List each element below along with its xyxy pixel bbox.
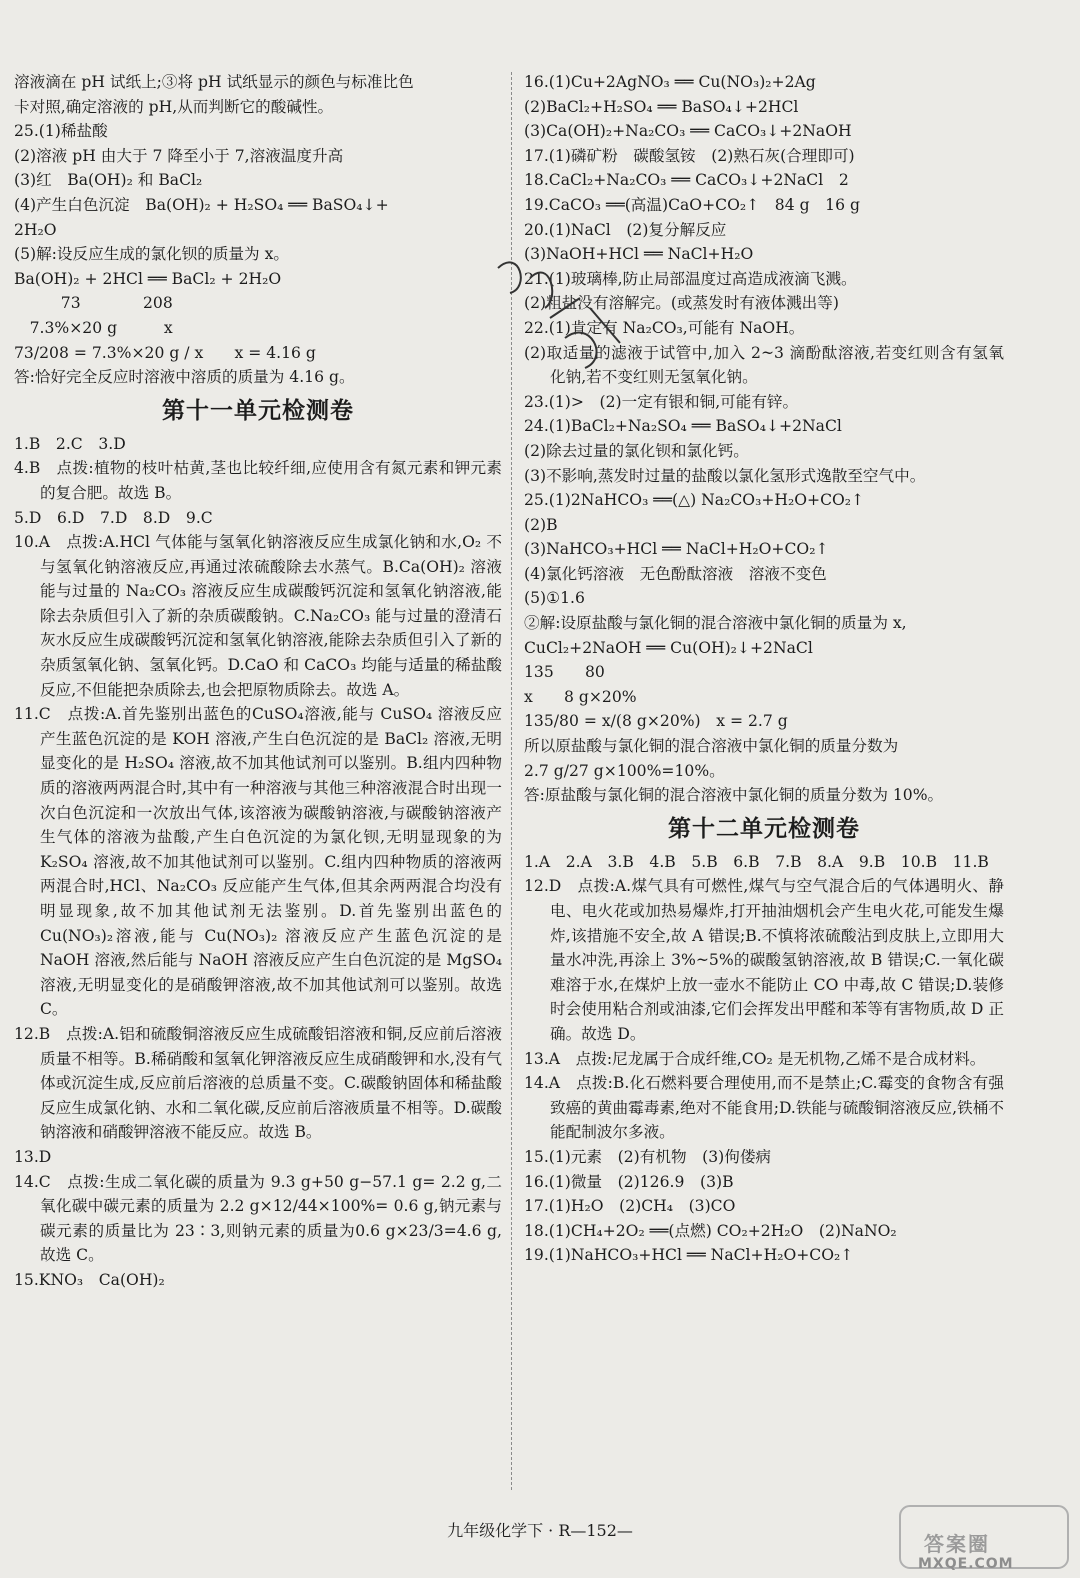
answer-line: (4)氯化钙溶液 无色酚酞溶液 溶液不变色 [524, 564, 827, 583]
answer-line: (2)溶液 pH 由大于 7 降至小于 7,溶液温度升高 [14, 146, 344, 165]
watermark-text: 答案圈 [924, 1532, 990, 1556]
answer-line: 2H₂O [14, 220, 57, 239]
answer-line: (5)①1.6 [524, 589, 585, 608]
answer-line: 14.A 点拨:B.化石燃料要合理使用,而不是禁止;C.霉变的食物含有强致癌的黄曲霉毒素,绝对不能食用;D.铁能与硫酸铜溶液反应,铁桶不能配制波尔多液。 [524, 1074, 1004, 1142]
answer-line: 所以原盐酸与氯化铜的混合溶液中氯化铜的质量分数为 [524, 737, 899, 756]
answer-line: 溶液滴在 pH 试纸上;③将 pH 试纸显示的颜色与标准比色 [14, 73, 414, 91]
answer-line: 23.(1)> (2)一定有银和铜,可能有锌。 [524, 392, 799, 411]
answer-line: 17.(1)H₂O (2)CH₄ (3)CO [524, 1197, 736, 1216]
answer-line: 13.A 点拨:尼龙属于合成纤维,CO₂ 是无机物,乙烯不是合成材料。 [524, 1049, 986, 1068]
answer-line: (2)取适量的滤液于试管中,加入 2~3 滴酚酞溶液,若变红则含有氢氧化钠,若不变红则无氢氧化钠。 [524, 343, 1004, 387]
answer-line: CuCl₂+2NaOH ══ Cu(OH)₂↓+2NaCl [524, 638, 813, 657]
answer-line: (3)Ca(OH)₂+Na₂CO₃ ══ CaCO₃↓+2NaOH [524, 122, 852, 141]
answer-line: 14.C 点拨:生成二氧化碳的质量为 9.3 g+50 g−57.1 g= 2.2 g,二氧化碳中碳元素的质量为 2.2 g×12/44×100%= 0.6 g,钠元素与碳元素的质量比为 23∶3,则钠元素的质量为0.6 g×23/3=4.6 g,故选 C。 [14, 1172, 502, 1265]
right-answers-top [524, 70, 1004, 808]
answer-line: (2)BaCl₂+H₂SO₄ ══ BaSO₄↓+2HCl [524, 97, 799, 116]
answer-line: 24.(1)BaCl₂+Na₂SO₄ ══ BaSO₄↓+2NaCl [524, 417, 842, 436]
answer-line: 7.3%×20 g x [14, 318, 173, 337]
unit12-heading: 第十二单元检测卷 [668, 815, 860, 842]
answer-line: ②解:设原盐酸与氯化铜的混合溶液中氯化铜的质量为 x, [524, 614, 907, 633]
answer-line: 12.B 点拨:A.铝和硫酸铜溶液反应生成硫酸铝溶液和铜,反应前后溶液质量不相等。B.稀硝酸和氢氧化钾溶液反应生成硝酸钾和水,没有气体或沉淀生成,反应前后溶液的总质量不变。C.碳酸钠固体和稀盐酸反应生成氯化钠、水和二氧化碳,反应前后溶液质量不相等。D.碳酸钠溶液和硝酸钾溶液不能反应。故选 B。 [14, 1024, 502, 1142]
answer-line: (3)NaOH+HCl ══ NaCl+H₂O [524, 245, 754, 264]
answer-line: 12.D 点拨:A.煤气具有可燃性,煤气与空气混合后的气体遇明火、静电、电火花或加热易爆炸,打开抽油烟机会产生电火花,可能发生爆炸,该措施不安全,故 A 错误;B.不慎将浓硫酸沾到皮肤上,立即用大量水冲洗,再涂上 3%~5%的碳酸氢钠溶液,故 B 错误;C.一氧化碳难溶于水,在煤炉上放一壶水不能防止 CO 中毒,故 C 错误;D.装修时会使用粘合剂或油漆,它们会挥发出甲醛和苯等有害物质,故 D 正确。故选 D。 [524, 877, 1004, 1043]
answer-line: 1.B 2.C 3.D [14, 434, 126, 453]
answer-line: 5.D 6.D 7.D 8.D 9.C [14, 508, 213, 527]
answer-line: 15.(1)元素 (2)有机物 (3)佝偻病 [524, 1147, 772, 1166]
answer-line: 卡对照,确定溶液的 pH,从而判断它的酸碱性。 [14, 97, 334, 116]
answer-line: 25.(1)2NaHCO₃ ══(△) Na₂CO₃+H₂O+CO₂↑ [524, 491, 865, 510]
answer-line: 22.(1)肯定有 Na₂CO₃,可能有 NaOH。 [524, 318, 805, 337]
left-column [14, 70, 502, 1293]
answer-line: 2.7 g/27 g×100%=10%。 [524, 761, 725, 780]
page-footer: 九年级化学下 · R—152— [447, 1521, 633, 1540]
answer-line: 10.A 点拨:A.HCl 气体能与氢氧化钠溶液反应生成氯化钠和水,O₂ 不与氢氧化钠溶液反应,再通过浓硫酸除去水蒸气。B.Ca(OH)₂ 溶液能与过量的 Na₂CO₃ 溶液反应生成碳酸钙沉淀和氢氧化钠溶液,能除去杂质但引入了新的杂质碳酸钠。C.Na₂CO₃ 能与过量的澄清石灰水反应生成碳酸钙沉淀和氢氧化钠溶液,能除去杂质但引入了新的杂质氢氧化钠、氢氧化钙。D.CaO 和 CaCO₃ 均能与适量的稀盐酸反应,不但能把杂质除去,也会把原物质除去。故选 A。 [14, 533, 502, 699]
answer-line: (3)红 Ba(OH)₂ 和 BaCl₂ [14, 171, 203, 190]
answer-line: (3)NaHCO₃+HCl ══ NaCl+H₂O+CO₂↑ [524, 540, 829, 559]
answer-line: 19.(1)NaHCO₃+HCl ══ NaCl+H₂O+CO₂↑ [524, 1246, 854, 1265]
left-answers-top [14, 70, 502, 390]
answer-line: Ba(OH)₂ + 2HCl ══ BaCl₂ + 2H₂O [14, 269, 282, 288]
answer-line: 18.CaCl₂+Na₂CO₃ ══ CaCO₃↓+2NaCl 2 [524, 171, 849, 190]
answer-line: 18.(1)CH₄+2O₂ ══(点燃) CO₂+2H₂O (2)NaNO₂ [524, 1221, 897, 1240]
answer-line: (2)除去过量的氯化钡和氯化钙。 [524, 441, 749, 460]
unit11-heading: 第十一单元检测卷 [162, 397, 354, 424]
answer-line: 73/208 = 7.3%×20 g / x x = 4.16 g [14, 343, 316, 362]
answer-line: (5)解:设反应生成的氯化钡的质量为 x。 [14, 245, 289, 264]
handwritten-scribble [490, 248, 640, 398]
answer-line: (2)B [524, 515, 558, 534]
answer-line: 19.CaCO₃ ══(高温)CaO+CO₂↑ 84 g 16 g [524, 195, 860, 214]
answer-line: 答:恰好完全反应时溶液中溶质的质量为 4.16 g。 [14, 368, 355, 387]
answer-line: x 8 g×20% [524, 687, 637, 706]
answer-line: 73 208 [14, 294, 173, 313]
answer-line: 25.(1)稀盐酸 [14, 122, 108, 141]
answer-line: (3)不影响,蒸发时过量的盐酸以氯化氢形式逸散至空气中。 [524, 466, 926, 485]
answer-line: 135 80 [524, 663, 605, 682]
answer-line: 13.D [14, 1147, 52, 1166]
answer-line: 21.(1)玻璃棒,防止局部温度过高造成液滴飞溅。 [524, 269, 857, 288]
answer-line: 11.C 点拨:A.首先鉴别出蓝色的CuSO₄溶液,能与 CuSO₄ 溶液反应产生蓝色沉淀的是 KOH 溶液,产生白色沉淀的是 BaCl₂ 溶液,无明显变化的是 H₂SO₄ 溶液,故不加其他试剂可以鉴别。B.组内四种物质的溶液两两混合时,其中有一种溶液与其他三种溶液混合时出现一次白色沉淀和一次放出气体,该溶液为碳酸钠溶液,与碳酸钠溶液产生气体的溶液为盐酸,产生白色沉淀的为氯化钡,无明显现象的为 K₂SO₄ 溶液,故不加其他试剂可以鉴别。C.组内四种物质的溶液两两混合时,HCl、Na₂CO₃ 反应能产生气体,但其余两两混合均没有明显现象,故不加其他试剂无法鉴别。D.首先鉴别出蓝色的Cu(NO₃)₂溶液,能与 Cu(NO₃)₂ 溶液反应产生蓝色沉淀的是 NaOH 溶液,然后能与 NaOH 溶液反应产生白色沉淀的是 MgSO₄ 溶液,无明显变化的是硝酸钾溶液,故不加其他试剂可以鉴别。故选 C。 [14, 705, 502, 1019]
answer-line: 答:原盐酸与氯化铜的混合溶液中氯化铜的质量分数为 10%。 [524, 786, 944, 805]
answer-line: 20.(1)NaCl (2)复分解反应 [524, 220, 727, 239]
answer-line: 16.(1)微量 (2)126.9 (3)B [524, 1172, 734, 1191]
watermark-url: MXQE.COM [918, 1556, 1014, 1572]
answer-line: (2)粗盐没有溶解完。(或蒸发时有液体溅出等) [524, 294, 839, 313]
answer-line: 135/80 = x/(8 g×20%) x = 2.7 g [524, 712, 788, 731]
answer-line: 16.(1)Cu+2AgNO₃ ══ Cu(NO₃)₂+2Ag [524, 73, 816, 91]
answer-line: 1.A 2.A 3.B 4.B 5.B 6.B 7.B 8.A 9.B 10.B 11.B [524, 852, 989, 871]
answer-line: (4)产生白色沉淀 Ba(OH)₂ + H₂SO₄ ══ BaSO₄↓+ [14, 195, 389, 214]
left-answers-unit11 [14, 432, 502, 1293]
right-answers-unit12 [524, 850, 1004, 1268]
answer-line: 15.KNO₃ Ca(OH)₂ [14, 1270, 165, 1289]
answer-line: 4.B 点拨:植物的枝叶枯黄,茎也比较纤细,应使用含有氮元素和钾元素的复合肥。故选 B。 [14, 459, 502, 502]
answer-line: 17.(1)磷矿粉 碳酸氢铵 (2)熟石灰(合理即可) [524, 146, 855, 165]
